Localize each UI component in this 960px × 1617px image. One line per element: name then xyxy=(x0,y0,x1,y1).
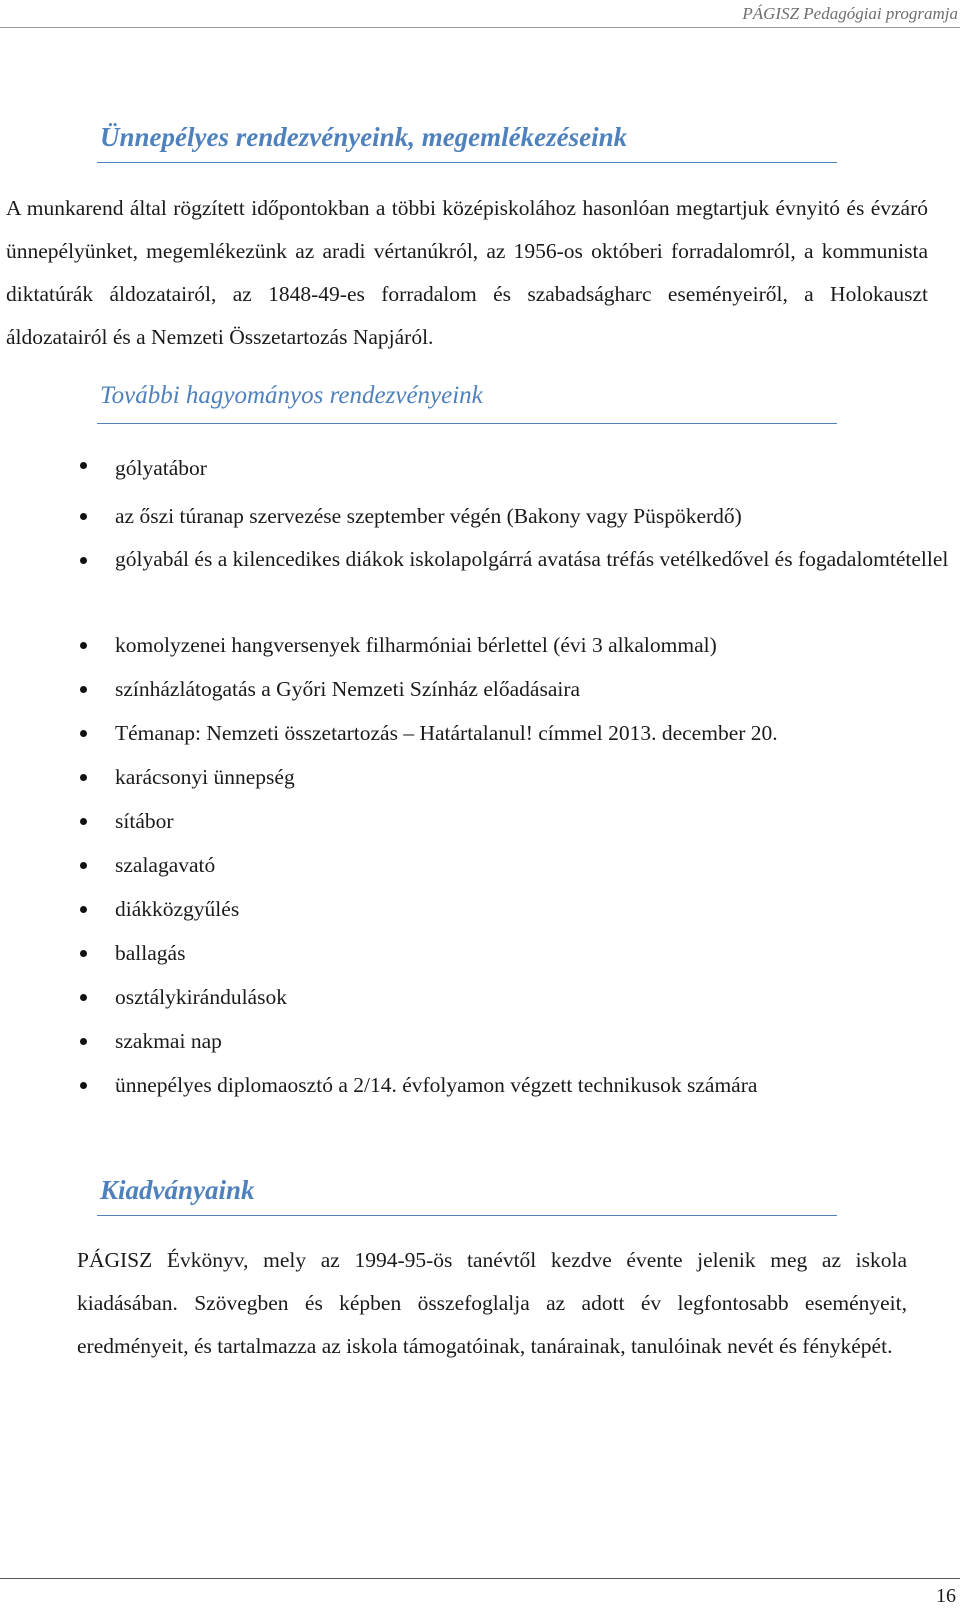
list-item-text: színházlátogatás a Győri Nemzeti Színház előadásaira xyxy=(115,677,581,701)
list-item-text: ballagás xyxy=(115,941,186,965)
bullet xyxy=(80,1038,87,1045)
bullet xyxy=(80,950,87,957)
list-item-text: ünnepélyes diplomaosztó a 2/14. évfolyamon végzett technikusok számára xyxy=(115,1073,758,1097)
list-item-text: gólyatábor xyxy=(115,456,207,480)
bullet xyxy=(80,686,87,693)
bullet xyxy=(80,557,87,564)
list-item-text: szakmai nap xyxy=(115,1029,222,1053)
bullet xyxy=(80,774,87,781)
section-heading-traditions xyxy=(100,382,483,410)
heading-underline xyxy=(97,423,837,424)
list-item-text: az őszi túranap szervezése szeptember végén (Bakony vagy Püspökerdő) xyxy=(115,504,742,528)
bullet xyxy=(80,462,87,469)
bullet xyxy=(80,730,87,737)
publications-paragraph: PÁGISZ Évkönyv, mely az 1994-95-ös tanévtől kezdve évente jelenik meg az iskola kiadásában. Szövegben és képben összefoglalja az adott év legfontosabb eseményeit, eredményeit, és tartalmazza az iskola támogatóinak, tanárainak, tanulóinak nevét és fényképét. xyxy=(77,1248,907,1358)
bullet xyxy=(80,1082,87,1089)
ceremonies-paragraph: A munkarend által rögzített időpontokban a többi középiskolához hasonlóan megtartjuk évnyitó és évzáró ünnepélyünket, megemlékezünk az aradi vértanúkról, az 1956-os októberi forradalomról, a kommunista diktatúrák áldozatairól, az 1848-49-es forradalom és szabadságharc eseményeiről, a Holokauszt áldozatairól és a Nemzeti Összetartozás Napjáról. xyxy=(6,196,928,349)
page-number: 16 xyxy=(936,1585,956,1607)
heading-underline xyxy=(97,162,837,163)
list-item-text: diákközgyűlés xyxy=(115,897,240,921)
bullet xyxy=(80,642,87,649)
section-heading-publications: Kiadványaink xyxy=(100,1175,255,1205)
page-header xyxy=(0,0,960,28)
list-item-text: szalagavató xyxy=(115,853,216,877)
list-item-text: Témanap: Nemzeti összetartozás – Határtalanul! címmel 2013. december 20. xyxy=(115,721,778,745)
header-title: PÁGISZ Pedagógiai programja xyxy=(742,4,958,23)
bullet xyxy=(80,906,87,913)
bullet xyxy=(80,513,87,520)
list-item-text: sítábor xyxy=(115,809,174,833)
bullet xyxy=(80,818,87,825)
list-item-text: komolyzenei hangversenyek filharmóniai bérlettel (évi 3 alkalommal) xyxy=(115,633,717,657)
footer-rule xyxy=(0,1578,960,1579)
list-item-text: osztálykirándulások xyxy=(115,985,287,1009)
bullet xyxy=(80,994,87,1001)
list-item-text: gólyabál és a kilencedikes diákok iskolapolgárrá avatása tréfás vetélkedővel és fogadalomtétellel xyxy=(115,547,949,571)
list-item-text: karácsonyi ünnepség xyxy=(115,765,295,789)
section-heading-ceremonies: Ünnepélyes rendezvényeink, megemlékezéseink xyxy=(100,122,628,152)
bullet xyxy=(80,862,87,869)
section-heading-traditions-text: További hagyományos rendezvényeink xyxy=(100,382,483,409)
heading-underline xyxy=(97,1215,837,1216)
